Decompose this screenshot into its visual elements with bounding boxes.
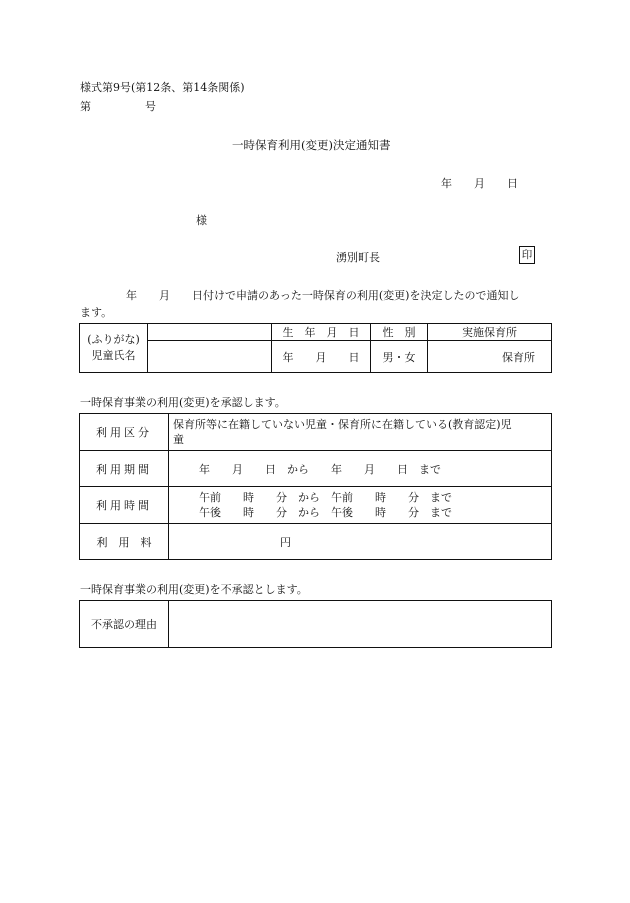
child-info-table bbox=[79, 323, 552, 373]
intro-line-2: ます。 bbox=[80, 306, 113, 319]
document-number: 第 号 bbox=[80, 100, 156, 113]
time-am-line: 午前 時 分 から 午前 時 分 まで bbox=[199, 491, 452, 504]
facility-header: 実施保育所 bbox=[428, 324, 552, 341]
facility-field[interactable]: 保育所 bbox=[428, 341, 552, 373]
fee-label: 利 用 料 bbox=[80, 524, 169, 560]
time-pm-line: 午後 時 分 から 午後 時 分 まで bbox=[199, 506, 452, 519]
child-name-field[interactable] bbox=[148, 341, 272, 373]
child-name-label: 児童氏名 bbox=[91, 349, 136, 362]
seal-mark: 印 bbox=[519, 246, 535, 264]
intro-line-1: 年 月 日付けで申請のあった一時保育の利用(変更)を決定したので通知し bbox=[126, 289, 520, 302]
category-value-line-2: 童 bbox=[173, 433, 184, 446]
period-label: 利用期間 bbox=[80, 451, 169, 487]
reason-field[interactable] bbox=[169, 601, 552, 648]
approval-table bbox=[79, 413, 552, 560]
reject-heading: 一時保育事業の利用(変更)を不承認とします。 bbox=[80, 583, 308, 596]
birth-date-field[interactable]: 年 月 日 bbox=[272, 341, 371, 373]
furigana-field[interactable] bbox=[148, 324, 272, 341]
time-field[interactable] bbox=[169, 487, 552, 524]
addressee-suffix: 様 bbox=[196, 214, 207, 227]
sex-field[interactable]: 男・女 bbox=[371, 341, 428, 373]
name-label-cell bbox=[80, 324, 148, 373]
category-label: 利用区分 bbox=[80, 414, 169, 451]
document-title: 一時保育利用(変更)決定通知書 bbox=[232, 138, 391, 152]
fee-field[interactable]: 円 bbox=[169, 524, 552, 560]
category-value bbox=[169, 414, 552, 451]
rejection-table bbox=[79, 600, 552, 648]
issue-date: 年 月 日 bbox=[441, 177, 518, 190]
time-label: 利用時間 bbox=[80, 487, 169, 524]
approve-heading: 一時保育事業の利用(変更)を承認します。 bbox=[80, 396, 286, 409]
reason-label: 不承認の理由 bbox=[80, 601, 169, 648]
form-number: 様式第9号(第12条、第14条関係) bbox=[80, 81, 245, 94]
period-field[interactable]: 年 月 日 から 年 月 日 まで bbox=[169, 451, 552, 487]
birth-header: 生 年 月 日 bbox=[272, 324, 371, 341]
issuer-title: 湧別町長 bbox=[336, 251, 380, 264]
furigana-label: (ふりがな) bbox=[87, 333, 140, 346]
sex-header: 性 別 bbox=[371, 324, 428, 341]
category-value-line-1: 保育所等に在籍していない児童・保育所に在籍している(教育認定)児 bbox=[173, 418, 512, 431]
